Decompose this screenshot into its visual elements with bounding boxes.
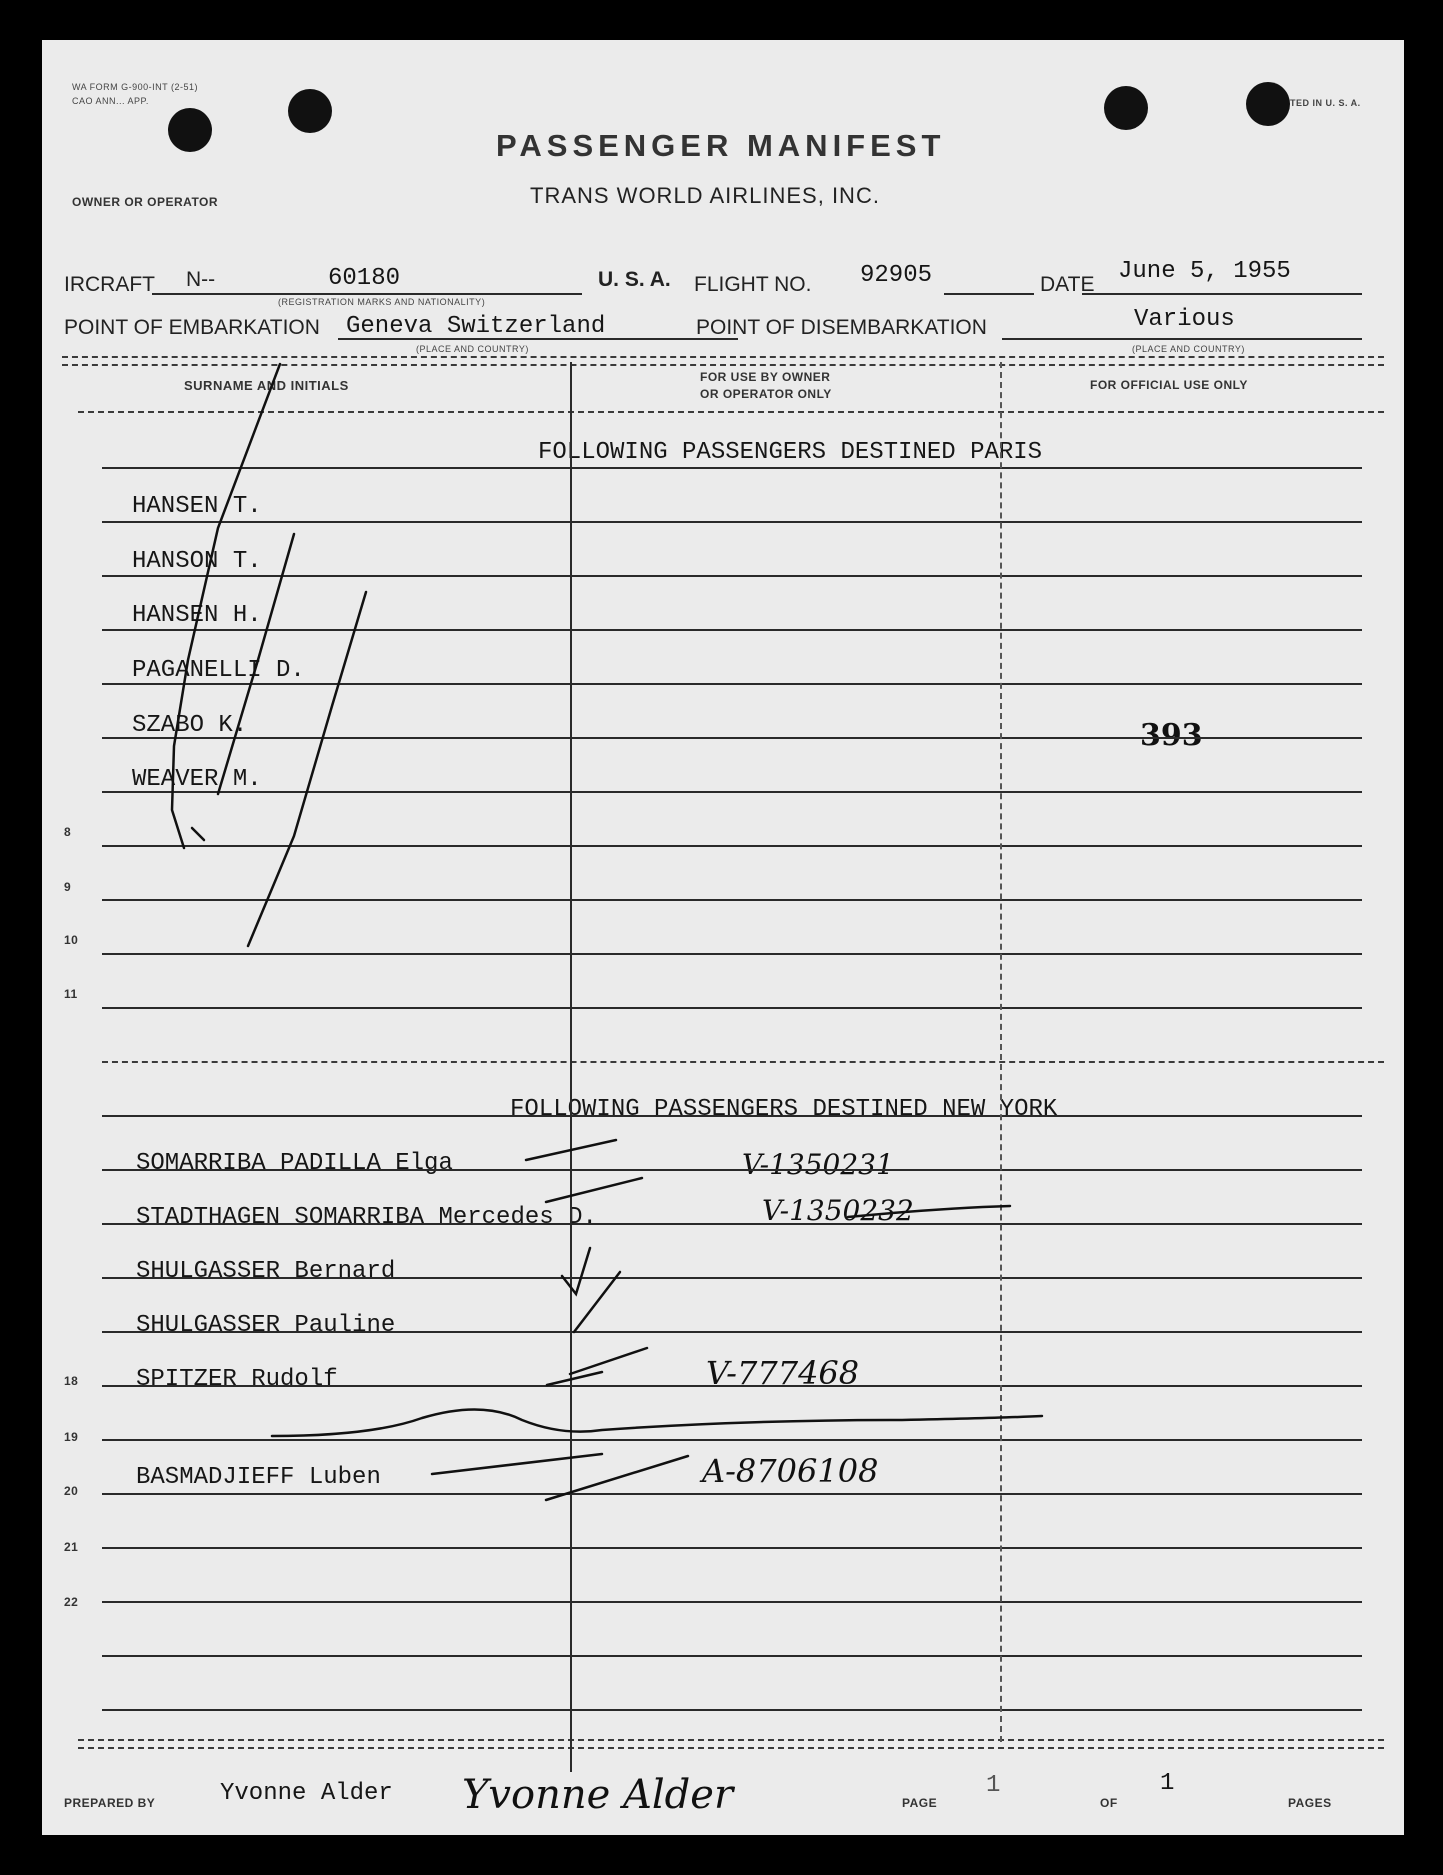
passenger-name: HANSEN H. xyxy=(132,602,262,629)
check-mark xyxy=(547,1372,602,1385)
aircraft-label: IRCRAFT xyxy=(64,273,155,296)
form-number: WA FORM G-900-INT (2-51) xyxy=(72,82,199,92)
passenger-name: HANSON T. xyxy=(132,548,262,575)
row-number: 9 xyxy=(64,880,72,894)
check-mark xyxy=(570,1348,647,1374)
form-number-line2: CAO ANN... APP. xyxy=(72,96,149,106)
row-number: 10 xyxy=(64,933,79,947)
owner-column-header-2: OR OPERATOR ONLY xyxy=(700,387,832,401)
row-number: 20 xyxy=(64,1484,79,1498)
passenger-name: HANSEN T. xyxy=(132,493,262,520)
printed-in-note: TED IN U. S. A. xyxy=(1290,98,1361,108)
row-number: 8 xyxy=(64,825,72,839)
disembarkation-value: Various xyxy=(1134,306,1235,333)
embarkation-label: POINT OF EMBARKATION xyxy=(64,316,320,339)
pen-stroke xyxy=(192,828,204,840)
check-mark xyxy=(526,1140,616,1160)
page-label: PAGE xyxy=(902,1796,938,1810)
embarkation-note: (PLACE AND COUNTRY) xyxy=(416,344,529,354)
surname-column-header: SURNAME AND INITIALS xyxy=(184,378,349,393)
pen-stroke xyxy=(218,534,294,794)
paris-section-heading: FOLLOWING PASSENGERS DESTINED PARIS xyxy=(538,439,1043,466)
visa-number: A-8706108 xyxy=(702,1452,879,1490)
row-number: 22 xyxy=(64,1595,79,1609)
official-column-header: FOR OFFICIAL USE ONLY xyxy=(1090,378,1248,392)
row-number: 19 xyxy=(64,1430,79,1444)
check-mark xyxy=(562,1248,590,1294)
embarkation-value: Geneva Switzerland xyxy=(346,313,606,340)
page-title: PASSENGER MANIFEST xyxy=(496,128,946,163)
strike-line xyxy=(272,1409,1042,1436)
passenger-name: SZABO K. xyxy=(132,712,248,739)
registration-note: (REGISTRATION MARKS AND NATIONALITY) xyxy=(278,297,486,307)
passenger-name: STADTHAGEN SOMARRIBA Mercedes D. xyxy=(136,1204,597,1231)
disembarkation-note: (PLACE AND COUNTRY) xyxy=(1132,344,1245,354)
official-note: 393 xyxy=(1140,718,1203,753)
owner-column-header: FOR USE BY OWNER xyxy=(700,370,831,384)
date-value: June 5, 1955 xyxy=(1118,258,1291,285)
aircraft-prefix: N-- xyxy=(186,268,216,291)
handwritten-marks xyxy=(42,40,1404,1835)
passenger-name: PAGANELLI D. xyxy=(132,657,305,684)
flight-label: FLIGHT NO. xyxy=(694,273,812,296)
passenger-name: SOMARRIBA PADILLA Elga xyxy=(136,1150,453,1177)
passenger-name: WEAVER M. xyxy=(132,766,262,793)
airline-name: TRANS WORLD AIRLINES, INC. xyxy=(530,183,880,208)
newyork-section-heading: FOLLOWING PASSENGERS DESTINED NEW YORK xyxy=(510,1096,1058,1123)
manifest-sheet xyxy=(42,40,1404,1835)
row-number: 21 xyxy=(64,1540,79,1554)
total-pages: 1 xyxy=(1160,1770,1175,1797)
prepared-by-typed: Yvonne Alder xyxy=(220,1780,393,1807)
passenger-name: SPITZER Rudolf xyxy=(136,1366,338,1393)
passenger-name: SHULGASSER Pauline xyxy=(136,1312,396,1339)
check-mark xyxy=(546,1178,642,1202)
aircraft-value: 60180 xyxy=(328,265,401,292)
prepared-by-label: PREPARED BY xyxy=(64,1796,156,1810)
strike-line xyxy=(432,1454,602,1474)
date-label: DATE xyxy=(1040,273,1095,296)
visa-number: V-1350231 xyxy=(742,1148,894,1181)
pen-stroke xyxy=(248,592,366,946)
of-label: OF xyxy=(1100,1796,1118,1810)
visa-number: V-1350232 xyxy=(762,1194,914,1227)
flight-value: 92905 xyxy=(860,262,933,289)
check-mark xyxy=(546,1456,688,1500)
usa-label: U. S. A. xyxy=(598,268,671,291)
passenger-name: BASMADJIEFF Luben xyxy=(136,1464,381,1491)
row-number: 18 xyxy=(64,1374,79,1388)
page-number: 1 xyxy=(986,1772,1001,1799)
pen-stroke xyxy=(172,364,280,848)
owner-operator-label: OWNER OR OPERATOR xyxy=(72,195,219,209)
visa-number: V-777468 xyxy=(706,1354,860,1392)
pages-label: PAGES xyxy=(1288,1796,1332,1810)
underline-stroke xyxy=(848,1206,1010,1217)
passenger-name: SHULGASSER Bernard xyxy=(136,1258,396,1285)
prepared-by-signature: Yvonne Alder xyxy=(462,1772,734,1818)
disembarkation-label: POINT OF DISEMBARKATION xyxy=(696,316,987,339)
row-number: 11 xyxy=(64,987,78,1001)
